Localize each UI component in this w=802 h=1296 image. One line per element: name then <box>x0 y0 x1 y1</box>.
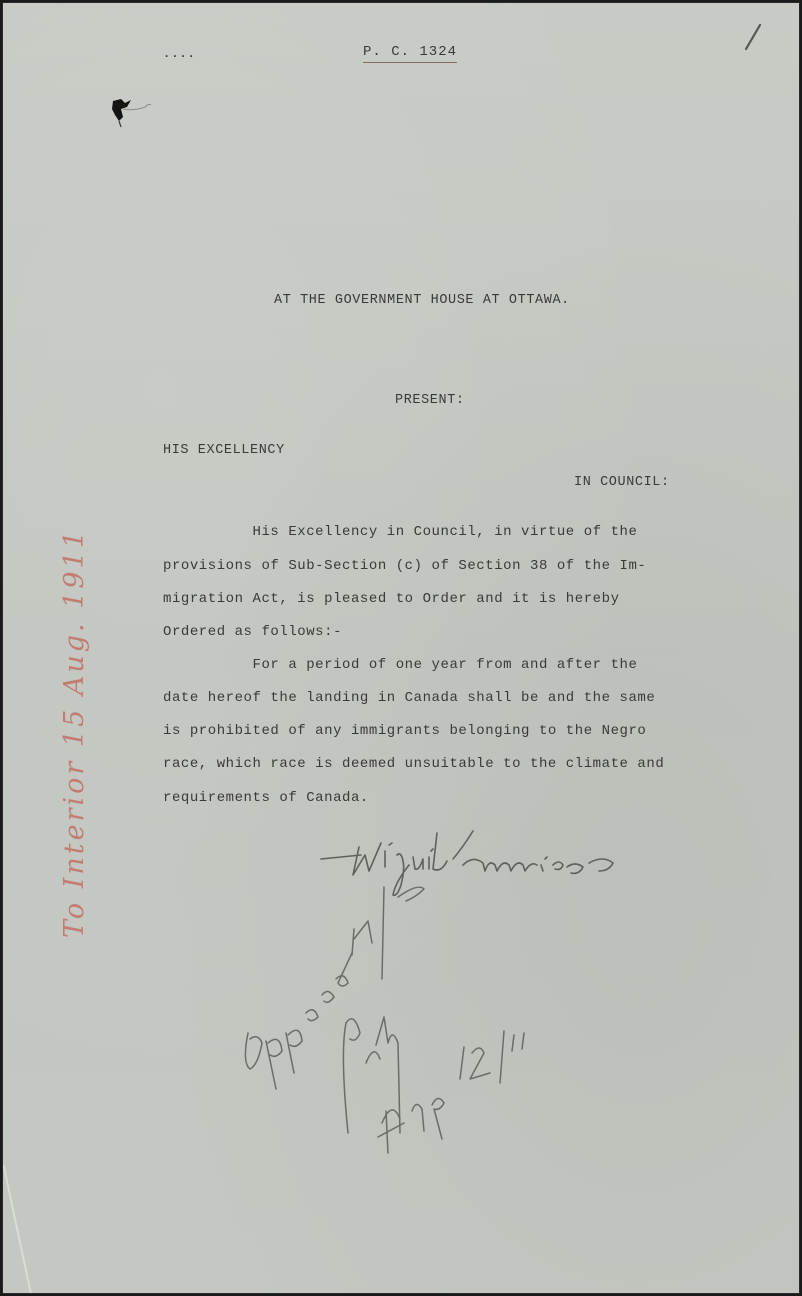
document-page <box>2 2 800 1294</box>
body-line: date hereof the landing in Canada shall be and the same <box>163 690 656 706</box>
signature-text <box>3 3 4 4</box>
his-excellency-label: HIS EXCELLENCY <box>163 443 285 458</box>
approval-pencil-note-icon <box>228 883 548 1163</box>
body-line: migration Act, is pleased to Order and it is hereby <box>163 591 620 607</box>
body-line: For a period of one year from and after the <box>163 657 638 673</box>
body-line: requirements of Canada. <box>163 790 369 806</box>
leader-dots: .... <box>163 47 196 61</box>
page-tick-mark-icon <box>738 21 768 55</box>
body-line: His Excellency in Council, in virtue of the <box>163 524 638 540</box>
margin-note-to-interior: To Interior 15 Aug. 1911 <box>59 528 90 938</box>
venue-heading: AT THE GOVERNMENT HOUSE AT OTTAWA. <box>274 293 570 308</box>
body-line: provisions of Sub-Section (c) of Section 38 of the Im- <box>163 558 647 574</box>
paper-crease <box>2 1164 33 1294</box>
body-line: race, which race is deemed unsuitable to the climate and <box>163 756 665 772</box>
ink-stain-icon <box>107 97 157 137</box>
page-tick-label <box>3 3 4 4</box>
in-council-label: IN COUNCIL: <box>574 475 670 490</box>
approval-note-text <box>3 3 4 4</box>
body-line: is prohibited of any immigrants belonging to the Negro <box>163 723 647 739</box>
order-number: P. C. 1324 <box>363 45 457 63</box>
body-line: Ordered as follows:- <box>163 624 343 640</box>
present-label: PRESENT: <box>395 393 465 408</box>
